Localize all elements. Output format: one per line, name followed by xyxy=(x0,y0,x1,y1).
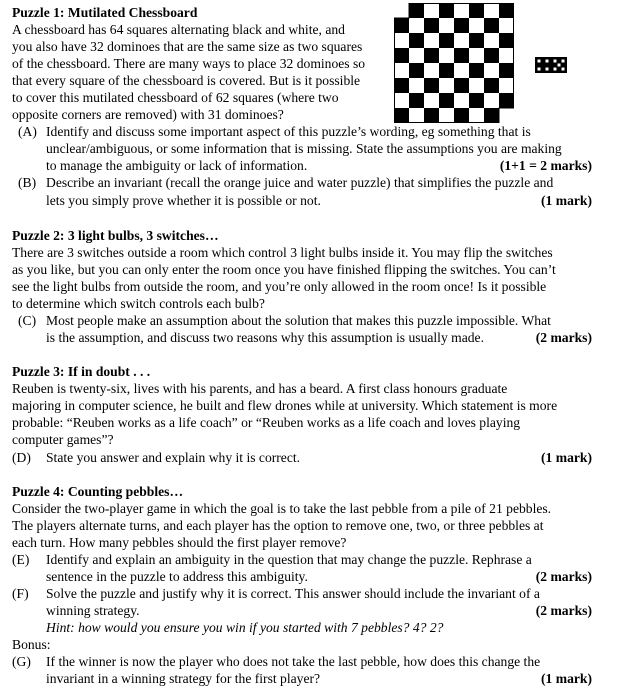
puzzle4-intro-line: Consider the two-player game in which the goal is to take the last pebble from a pile of 21 pebbles. xyxy=(12,501,552,516)
chessboard-square xyxy=(484,3,499,18)
chessboard-square xyxy=(454,33,469,48)
puzzle2-title: Puzzle 2: 3 light bulbs, 3 switches… xyxy=(12,228,219,243)
puzzle3-intro-line: computer games”? xyxy=(12,432,114,447)
chessboard-square xyxy=(394,78,409,93)
question-c-marks: (2 marks) xyxy=(535,330,592,345)
chessboard-square xyxy=(499,48,514,63)
chessboard-square xyxy=(454,3,469,18)
domino-pip xyxy=(554,60,557,63)
chessboard-square xyxy=(424,108,439,123)
chessboard-square xyxy=(394,108,409,123)
chessboard-square xyxy=(424,3,439,18)
chessboard-square xyxy=(409,63,424,78)
puzzle4-title: Puzzle 4: Counting pebbles… xyxy=(12,484,184,499)
puzzle1-intro-line: opposite corners are removed) with 31 dominoes? xyxy=(12,107,284,122)
chessboard-square xyxy=(409,78,424,93)
question-label-a: (A) xyxy=(18,124,37,139)
chessboard-square xyxy=(454,18,469,33)
chessboard-square xyxy=(409,33,424,48)
chessboard-square xyxy=(469,48,484,63)
chessboard-square xyxy=(424,63,439,78)
puzzle3-intro-line: majoring in computer science, he built and flew drones while at university. Which statement is more xyxy=(12,398,558,413)
chessboard-square xyxy=(499,33,514,48)
chessboard-square xyxy=(394,18,409,33)
chessboard-square xyxy=(439,108,454,123)
question-e-marks: (2 marks) xyxy=(535,569,592,584)
question-a-line: Identify and discuss some important aspect of this puzzle’s wording, eg something that is xyxy=(46,124,531,139)
chessboard-square xyxy=(454,93,469,108)
chessboard-square xyxy=(469,93,484,108)
chessboard-square xyxy=(439,93,454,108)
domino-pip xyxy=(562,68,565,71)
chessboard-square xyxy=(499,93,514,108)
chessboard-square xyxy=(409,108,424,123)
domino-icon xyxy=(535,57,567,73)
chessboard-square xyxy=(439,3,454,18)
chessboard-square xyxy=(499,3,514,18)
chessboard-square xyxy=(484,78,499,93)
domino-half xyxy=(535,57,551,73)
chessboard-square xyxy=(424,48,439,63)
chessboard-square xyxy=(424,18,439,33)
puzzle2-intro-line: to determine which switch controls each bulb? xyxy=(12,296,265,311)
chessboard-square xyxy=(394,93,409,108)
domino-pip xyxy=(546,60,549,63)
puzzle2-intro-line: see the light bulbs from outside the room, and you’re only allowed in the room once! Is it possible xyxy=(12,279,547,294)
puzzle3-title: Puzzle 3: If in doubt . . . xyxy=(12,364,151,379)
chessboard-square xyxy=(394,63,409,78)
chessboard-square xyxy=(469,108,484,123)
question-label-g: (G) xyxy=(12,654,31,669)
domino-pip xyxy=(562,60,565,63)
chessboard-square xyxy=(424,78,439,93)
question-label-e: (E) xyxy=(12,552,30,567)
mutilated-chessboard-icon xyxy=(394,3,514,123)
chessboard-square xyxy=(409,93,424,108)
question-g-line: invariant in a winning strategy for the first player? xyxy=(46,671,321,686)
puzzle4-intro-line: The players alternate turns, and each player has the option to remove one, two, or three pebbles at xyxy=(12,518,544,533)
domino-pip xyxy=(546,68,549,71)
chessboard-square xyxy=(394,48,409,63)
chessboard-square xyxy=(439,33,454,48)
chessboard-square xyxy=(424,93,439,108)
puzzle3-intro-line: Reuben is twenty-six, lives with his parents, and has a beard. A first class honours graduate xyxy=(12,381,508,396)
chessboard-square xyxy=(454,78,469,93)
chessboard-square xyxy=(484,48,499,63)
chessboard-square xyxy=(469,3,484,18)
chessboard-square xyxy=(424,33,439,48)
chessboard-square xyxy=(469,78,484,93)
puzzle2-intro-line: as you like, but you can only enter the room once you have finished flipping the switches. You can’t xyxy=(12,262,556,277)
puzzle1-intro-line: that every square of the chessboard is covered. But is it possible xyxy=(12,73,361,88)
chessboard-square xyxy=(394,33,409,48)
chessboard-square xyxy=(454,108,469,123)
question-f-line: winning strategy. xyxy=(46,603,140,618)
chessboard-square xyxy=(499,63,514,78)
chessboard-square xyxy=(439,78,454,93)
question-f-hint: Hint: how would you ensure you win if you started with 7 pebbles? 4? 2? xyxy=(46,620,444,635)
chessboard-square xyxy=(499,78,514,93)
chessboard-square xyxy=(484,33,499,48)
question-e-line: sentence in the puzzle to address this ambiguity. xyxy=(46,569,308,584)
puzzle1-title: Puzzle 1: Mutilated Chessboard xyxy=(12,5,198,20)
question-label-c: (C) xyxy=(18,313,37,328)
domino-pip xyxy=(558,64,561,67)
chessboard-square xyxy=(454,63,469,78)
chessboard-square xyxy=(409,18,424,33)
question-label-f: (F) xyxy=(12,586,29,601)
question-f-marks: (2 marks) xyxy=(535,603,592,618)
question-d-marks: (1 mark) xyxy=(541,450,592,465)
puzzle1-intro-line: of the chessboard. There are many ways to place 32 dominoes so xyxy=(12,56,366,71)
question-a-line: to manage the ambiguity or lack of information. xyxy=(46,158,308,173)
chessboard-square xyxy=(439,18,454,33)
bonus-label: Bonus: xyxy=(12,637,51,652)
domino-pip xyxy=(538,60,541,63)
question-g-marks: (1 mark) xyxy=(541,671,592,686)
chessboard-square xyxy=(484,108,499,123)
question-f-line: Solve the puzzle and justify why it is correct. This answer should include the invariant of a xyxy=(46,586,540,601)
question-a-marks: (1+1 = 2 marks) xyxy=(499,158,592,173)
chessboard-square xyxy=(484,18,499,33)
question-c-line: is the assumption, and discuss two reasons why this assumption is usually made. xyxy=(46,330,484,345)
puzzle3-intro-line: probable: “Reuben works as a life coach” or “Reuben works as a life coach and loves playing xyxy=(12,415,521,430)
puzzle1-intro-line: A chessboard has 64 squares alternating black and white, and xyxy=(12,22,345,37)
puzzle2-intro-line: There are 3 switches outside a room which control 3 light bulbs inside it. You may flip the switches xyxy=(12,245,553,260)
question-g-line: If the winner is now the player who does not take the last pebble, how does this change the xyxy=(46,654,541,669)
question-a-line: unclear/ambiguous, or some information that is missing. State the assumptions you are making xyxy=(46,141,562,156)
question-d-line: State you answer and explain why it is correct. xyxy=(46,450,301,465)
chessboard-square xyxy=(409,48,424,63)
chessboard-square xyxy=(499,18,514,33)
chessboard-square xyxy=(484,93,499,108)
question-label-b: (B) xyxy=(18,175,37,190)
puzzle1-intro-line: to cover this mutilated chessboard of 62 squares (where two xyxy=(12,90,339,105)
question-c-line: Most people make an assumption about the solution that makes this puzzle impossible. What xyxy=(46,313,551,328)
chessboard-square xyxy=(409,3,424,18)
chessboard-square xyxy=(469,18,484,33)
question-b-line: lets you simply prove whether it is possible or not. xyxy=(46,193,321,208)
chessboard-square xyxy=(484,63,499,78)
domino-pip xyxy=(538,68,541,71)
domino-pip xyxy=(554,68,557,71)
question-b-marks: (1 mark) xyxy=(541,193,592,208)
question-label-d: (D) xyxy=(12,450,31,465)
chessboard-square xyxy=(439,63,454,78)
chessboard-square xyxy=(469,33,484,48)
chessboard-square xyxy=(469,63,484,78)
question-e-line: Identify and explain an ambiguity in the question that may change the puzzle. Rephrase a xyxy=(46,552,532,567)
chessboard-square xyxy=(439,48,454,63)
question-b-line: Describe an invariant (recall the orange juice and water puzzle) that simplifies the puzzle and xyxy=(46,175,554,190)
puzzle1-intro-line: you also have 32 dominoes that are the same size as two squares xyxy=(12,39,363,54)
chessboard-square xyxy=(454,48,469,63)
puzzle4-intro-line: each turn. How many pebbles should the first player remove? xyxy=(12,535,347,550)
